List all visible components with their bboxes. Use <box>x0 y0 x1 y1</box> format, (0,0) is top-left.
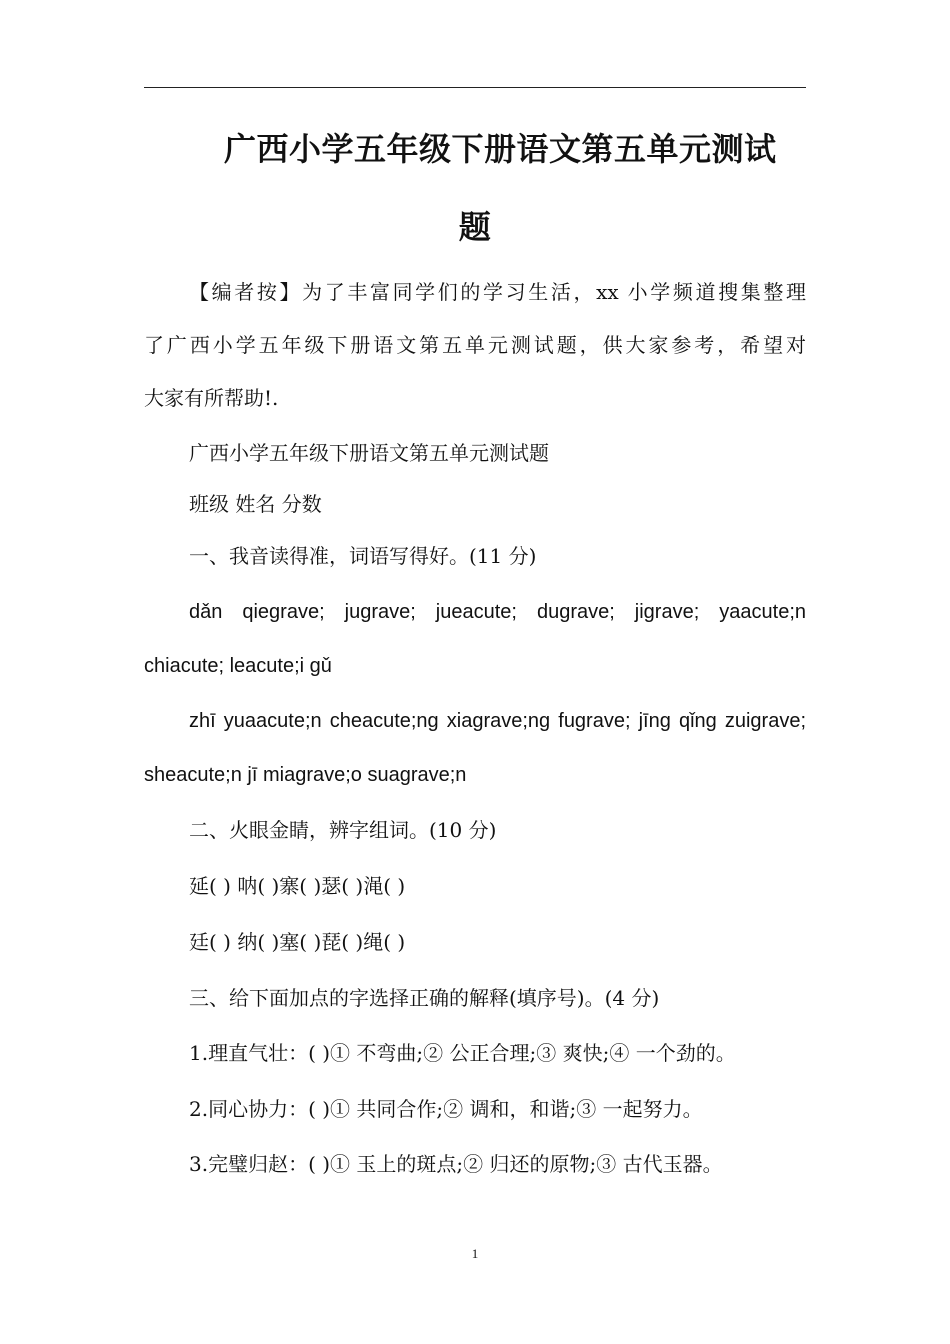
intro-line-2: 了广西小学五年级下册语文第五单元测试题，供大家参考，希望对 <box>144 333 806 357</box>
subtitle: 广西小学五年级下册语文第五单元测试题 <box>189 441 549 465</box>
char-row-1: 延( ) 呐( )寨( )瑟( )渑( ) <box>189 874 406 898</box>
header-rule <box>144 87 806 88</box>
question-2: 2.同心协力：( )① 共同合作;② 调和，和谐;③ 一起努力。 <box>189 1097 703 1121</box>
document-title-line2: 题 <box>458 208 492 246</box>
question-3: 3.完璧归赵：( )① 玉上的斑点;② 归还的原物;③ 古代玉器。 <box>189 1152 723 1176</box>
document-title-line1: 广西小学五年级下册语文第五单元测试 <box>224 130 777 168</box>
pinyin-row2-a: zhī yuaacute;n cheacute;ng xiagrave;ng fugrave; jīng qǐng zuigrave; <box>189 710 806 732</box>
pinyin-row1-b: chiacute; leacute;i gǔ <box>144 655 332 677</box>
pinyin-row2-b: sheacute;n jī miagrave;o suagrave;n <box>144 764 467 786</box>
section3-heading: 三、给下面加点的字选择正确的解释(填序号)。(4 分) <box>189 986 660 1010</box>
intro-line-3: 大家有所帮助!. <box>144 386 279 410</box>
char-row-2: 廷( ) 纳( )塞( )琵( )绳( ) <box>189 930 406 954</box>
page-number: 1 <box>471 1246 479 1261</box>
intro-line-1: 【编者按】为了丰富同学们的学习生活，xx 小学频道搜集整理 <box>189 280 806 304</box>
section2-heading: 二、火眼金睛，辨字组词。(10 分) <box>189 818 497 842</box>
student-info: 班级 姓名 分数 <box>189 492 322 516</box>
pinyin-row1-a: dǎn qiegrave; jugrave; jueacute; dugrave; jigrave; yaacute;n <box>189 601 806 623</box>
question-1: 1.理直气壮：( )① 不弯曲;② 公正合理;③ 爽快;④ 一个劲的。 <box>189 1041 736 1065</box>
section1-heading: 一、我音读得准，词语写得好。(11 分) <box>189 544 537 568</box>
